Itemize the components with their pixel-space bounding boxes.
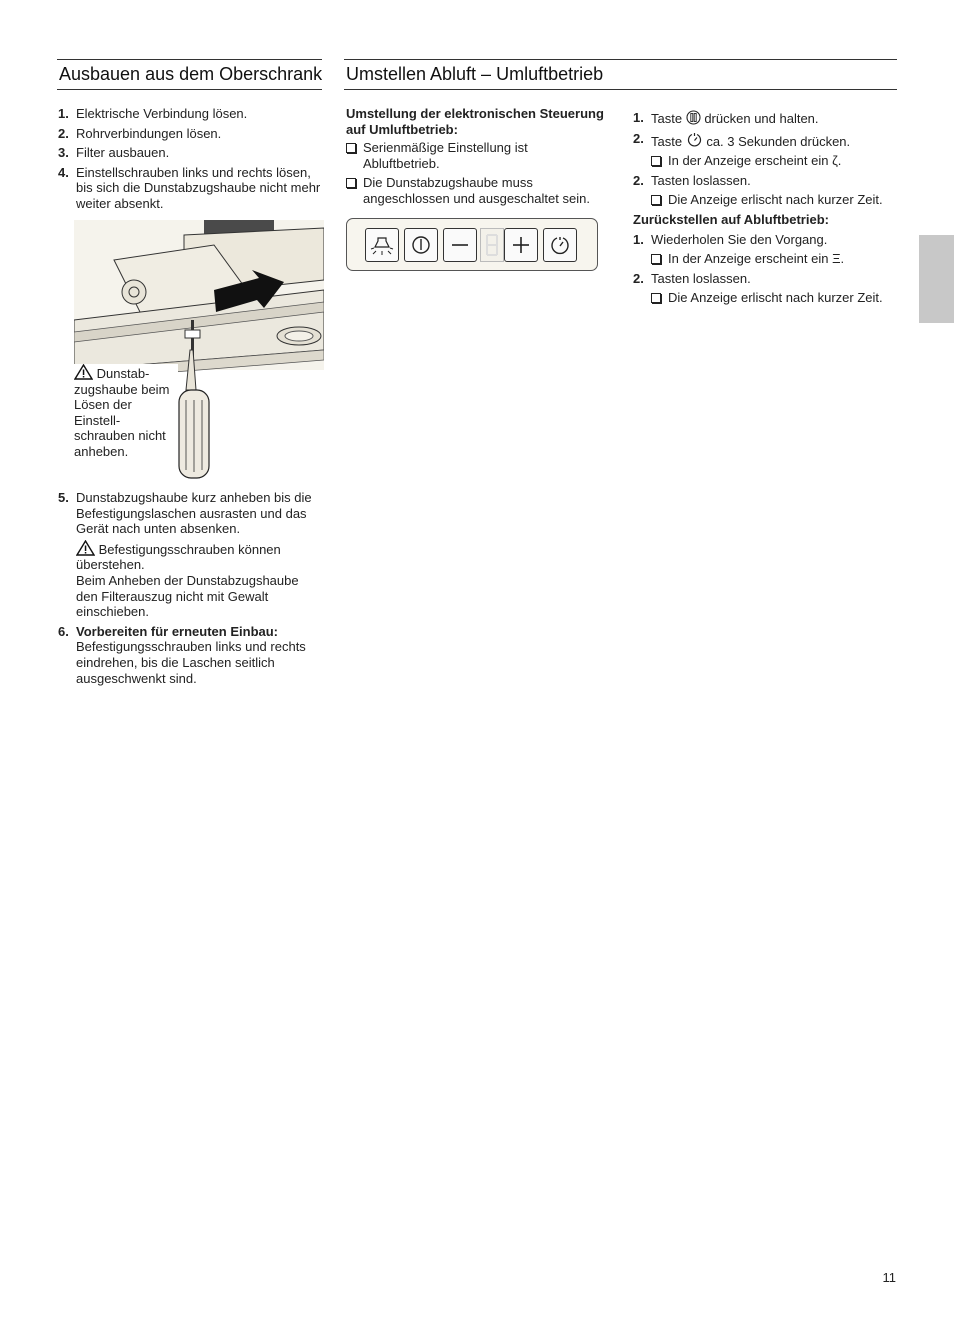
right-heading-rule-top — [344, 59, 897, 60]
page-number: 11 — [882, 1270, 896, 1285]
left-heading-rule-bottom — [57, 89, 322, 90]
result-item: In der Anzeige erscheint ein Ξ. — [651, 251, 903, 267]
timer-icon — [686, 131, 703, 148]
control-panel — [346, 218, 598, 271]
power-icon — [405, 229, 437, 261]
light-icon — [366, 229, 398, 261]
list-item: 2. Rohrverbindungen lösen. — [58, 125, 222, 141]
list-item: 1. Wiederholen Sie den Vorgang. In der Anzeige erscheint ein Ξ. — [633, 232, 903, 267]
list-item: 3. Filter ausbauen. — [58, 145, 170, 161]
fan-intensive-icon — [686, 110, 701, 125]
subheading: Umstellung der elektronischen Steuerung auf Umluftbetrieb: — [346, 106, 604, 137]
list-item: Serienmäßige Einstellung ist Abluftbetrieb. — [346, 140, 606, 171]
power-button[interactable] — [404, 228, 438, 262]
warning-icon — [76, 540, 95, 556]
reset-title: Zurückstellen auf Abluftbetrieb: — [633, 211, 829, 227]
light-button[interactable] — [365, 228, 399, 262]
segment-display-icon — [481, 229, 503, 261]
minus-button[interactable] — [443, 228, 477, 262]
list-item: 4. Einstellschrauben links und rechts lösen, bis sich die Dunstabzugshaube nicht mehr weiter absenkt. — [58, 164, 321, 211]
side-tab-marker — [919, 235, 954, 323]
right-heading-rule-bottom — [344, 89, 897, 90]
list-item: 1. Taste drücken und halten. — [633, 110, 819, 126]
display-glyph: Ξ — [832, 251, 841, 267]
minus-icon — [444, 229, 476, 261]
timer-icon — [544, 229, 576, 261]
list-item: 2. Tasten loslassen. Die Anzeige erlischt nach kurzer Zeit. — [633, 271, 903, 306]
list-item: Die Dunstabzugshaube muss angeschlossen und ausgeschaltet sein. — [346, 175, 606, 206]
left-heading: Ausbauen aus dem Oberschrank — [59, 64, 323, 84]
list-item: 5. Dunstabzugshaube kurz anheben bis die Befestigungslaschen ausrasten und das Gerät nach unten absenken. Befestigungsschrauben können überstehen. Beim Anheben der Dunstabzugshaube den Filterauszug nicht mit Gewalt einschieben. — [58, 490, 312, 620]
result-item: Die Anzeige erlischt nach kurzer Zeit. — [651, 290, 903, 306]
list-item: 1. Elektrische Verbindung lösen. — [58, 106, 248, 121]
plus-icon — [505, 229, 537, 261]
result-item: In der Anzeige erscheint ein ζ. — [651, 153, 903, 169]
list-item: 6. Vorbereiten für erneuten Einbau: Befestigungsschrauben links und rechts eindrehen, bis die Laschen seitlich ausgeschwenkt sind. — [58, 623, 306, 686]
display-glyph: ζ — [832, 153, 838, 169]
list-item: 2. Tasten loslassen. Die Anzeige erlischt nach kurzer Zeit. — [633, 173, 903, 208]
installation-illustration — [74, 220, 324, 482]
plus-button[interactable] — [504, 228, 538, 262]
right-heading: Umstellen Abluft – Umluftbetrieb — [346, 64, 604, 84]
right-middle-column — [346, 106, 606, 207]
display — [480, 228, 504, 262]
left-steps — [58, 106, 323, 216]
right-steps-column — [633, 110, 903, 310]
figure-warning: Dunstab-zugshaube beim Lösen der Einstell-schrauben nicht anheben. — [74, 364, 178, 460]
warning-icon — [74, 364, 93, 380]
result-item: Die Anzeige erlischt nach kurzer Zeit. — [651, 192, 903, 208]
list-item: 2. Taste ca. 3 Sekunden drücken. In der Anzeige erscheint ein ζ. — [633, 131, 903, 169]
left-heading-rule-top — [57, 59, 322, 60]
timer-button[interactable] — [543, 228, 577, 262]
left-steps-lower — [58, 490, 323, 690]
